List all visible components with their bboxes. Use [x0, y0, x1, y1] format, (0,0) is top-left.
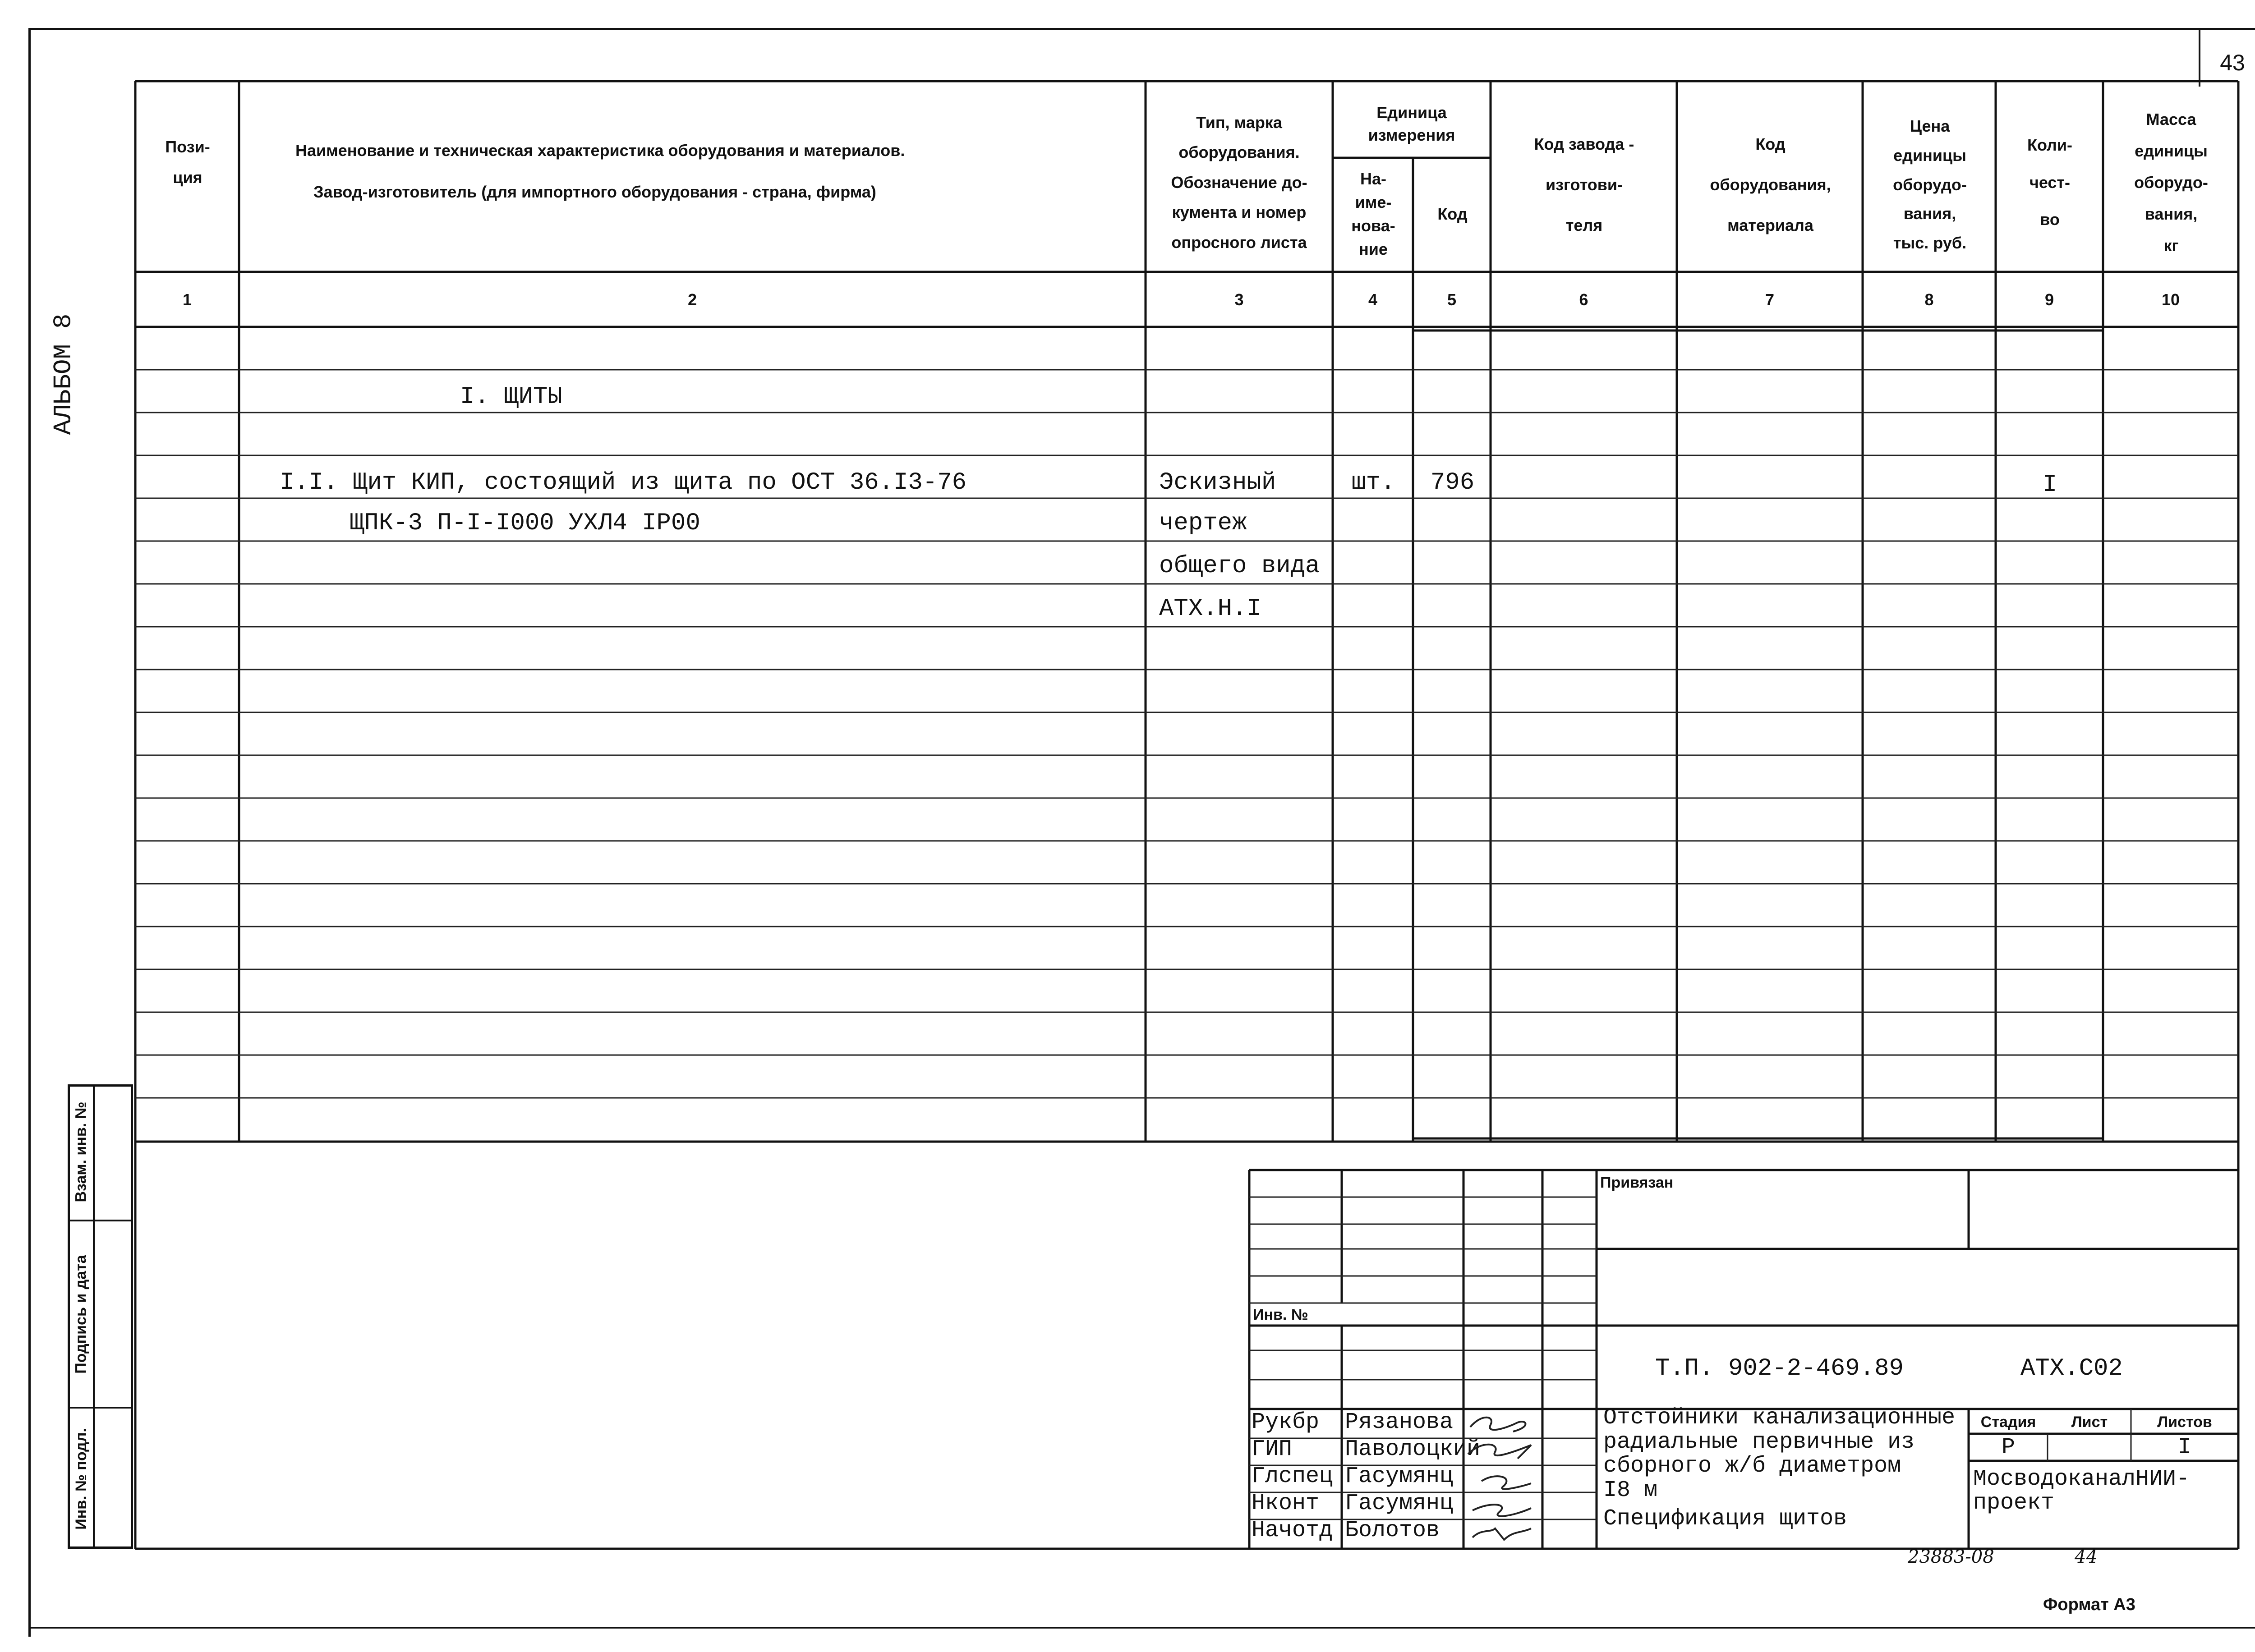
tb-project-title-line4: I8 м	[1603, 1477, 1658, 1503]
header-col9-line1: Коли-	[2027, 135, 2073, 154]
header-col2-line2: Завод-изготовитель (для импортного оборудования - страна, фирма)	[313, 183, 876, 202]
item-line-1: I.I. Щит КИП, состоящий из щита по ОСТ 36.I3-76	[280, 469, 967, 496]
colnum-4: 4	[1368, 290, 1378, 309]
header-col5: Код	[1437, 204, 1468, 223]
tb-roles	[1252, 1409, 1333, 1544]
tb-organization-line2: проект	[1973, 1490, 2055, 1516]
header-col1-line1: Пози-	[165, 137, 210, 156]
tb-privyazan: Привязан	[1600, 1174, 1674, 1191]
signatures	[1463, 1409, 1542, 1549]
colnum-8: 8	[1924, 290, 1934, 309]
header-col8-line2: единицы	[1893, 146, 1966, 165]
header-col10	[2105, 97, 2237, 268]
colnum-3: 3	[1234, 290, 1244, 309]
page-number: 43	[2220, 50, 2245, 75]
archive-page: 44	[2075, 1546, 2098, 1567]
tb-name-3: Гасумянц	[1345, 1464, 1454, 1489]
tb-project-title-line2: радиальные первичные из	[1603, 1429, 1915, 1455]
header-col6-line1: Код завода -	[1534, 135, 1634, 153]
tb-sheet-code: АТХ.С02	[2020, 1355, 2123, 1382]
header-col4-line4: ние	[1359, 240, 1388, 259]
header-col7-line2: оборудования,	[1710, 175, 1831, 194]
tb-stage-value: Р	[2001, 1434, 2015, 1460]
side-stamp-signature-date: Подпись и дата	[73, 1254, 90, 1374]
colnum-1: 1	[182, 290, 192, 309]
header-col4	[1335, 160, 1412, 268]
colnum-2: 2	[687, 290, 697, 309]
header-col10-line4: вания,	[2145, 205, 2198, 224]
signature-3-icon	[1482, 1476, 1531, 1489]
tb-role-5: Начотд	[1252, 1518, 1333, 1543]
tb-names	[1345, 1409, 1480, 1544]
item-line-2: ЩПК-3 П-I-I000 УХЛ4 IP00	[350, 509, 700, 537]
side-stamp-inv-podl: Инв. № подл.	[73, 1427, 90, 1530]
header-col4-line2: име-	[1355, 193, 1392, 211]
header-col3-line1: Тип, марка	[1196, 113, 1282, 132]
unit-name: шт.	[1351, 469, 1395, 496]
header-col10-line3: оборудо-	[2134, 173, 2208, 192]
header-col6-line3: теля	[1565, 216, 1603, 234]
colnum-10: 10	[2161, 290, 2180, 309]
type-line-4: АТХ.Н.I	[1159, 595, 1261, 623]
header-col3-line3: Обозначение до-	[1171, 173, 1307, 192]
tb-organization-line1: МосводоканалНИИ-	[1973, 1466, 2190, 1492]
header-col1-line2: ция	[173, 168, 202, 187]
header-col8	[1865, 104, 1995, 266]
header-col4-line1: На-	[1360, 169, 1386, 188]
album-label: АЛЬБОМ 8	[49, 313, 78, 435]
header-col3-line2: оборудования.	[1178, 143, 1300, 162]
header-col9	[1998, 108, 2102, 257]
header-col10-line5: кг	[2163, 236, 2179, 255]
tb-sheet-label: Лист	[2071, 1413, 2108, 1431]
format-label: Формат А3	[2043, 1595, 2135, 1614]
tb-project-title-line3: сборного ж/б диаметром	[1603, 1453, 1901, 1479]
colnum-6: 6	[1579, 290, 1588, 309]
tb-sheets-value: I	[2177, 1434, 2191, 1460]
header-col8-line5: тыс. руб.	[1893, 234, 1967, 252]
signature-2-icon	[1468, 1445, 1531, 1459]
tb-role-4: Нконт	[1252, 1491, 1320, 1516]
tb-stage-label: Стадия	[1980, 1413, 2036, 1431]
header-col10-line1: Масса	[2146, 110, 2196, 128]
type-line-2: чертеж	[1159, 509, 1247, 537]
tb-project-title-line1: Отстойники канализационные	[1603, 1405, 1956, 1431]
signature-1-icon	[1470, 1418, 1526, 1432]
colnum-9: 9	[2044, 290, 2054, 309]
header-col1	[138, 122, 238, 203]
colnum-7: 7	[1765, 290, 1775, 309]
header-col3-line4: кумента и номер	[1172, 203, 1307, 222]
side-stamp-inv-zam: Взам. инв. №	[73, 1101, 90, 1202]
header-col9-line2: чест-	[2029, 173, 2071, 192]
header-col9-line3: во	[2040, 210, 2060, 229]
tb-doc-title: Спецификация щитов	[1603, 1506, 1847, 1532]
header-col7-line3: материала	[1727, 216, 1813, 234]
header-col2-line1: Наименование и техническая характеристика оборудования и материалов.	[295, 141, 905, 160]
header-col7-line1: Код	[1755, 135, 1786, 153]
header-col3	[1148, 97, 1330, 268]
header-col6	[1493, 108, 1675, 262]
tb-inv-no: Инв. №	[1253, 1306, 1308, 1323]
unit-code: 796	[1430, 469, 1475, 496]
header-col3-line5: опросного листа	[1171, 233, 1307, 252]
header-col4-line3: нова-	[1351, 216, 1395, 235]
header-col2	[241, 135, 1143, 208]
type-line-1: Эскизный	[1159, 469, 1276, 496]
colnum-5: 5	[1447, 290, 1457, 309]
tb-name-2: Паволоцкий	[1345, 1436, 1481, 1462]
tb-name-5: Болотов	[1345, 1518, 1440, 1543]
header-col7	[1679, 108, 1862, 262]
tb-role-2: ГИП	[1252, 1436, 1293, 1462]
archive-number: 23883-08	[1908, 1546, 1994, 1567]
tb-name-4: Гасумянц	[1345, 1491, 1454, 1516]
tb-organization	[1973, 1468, 2190, 1515]
signature-5-icon	[1473, 1528, 1531, 1540]
quantity: I	[2042, 471, 2057, 499]
section-title: I. ЩИТЫ	[460, 383, 562, 411]
tb-doc-code: Т.П. 902-2-469.89	[1655, 1355, 1904, 1382]
header-col8-line4: вания,	[1903, 204, 1956, 223]
header-unit-line2: измерения	[1368, 126, 1455, 144]
tb-role-1: Рукбр	[1252, 1409, 1320, 1435]
header-col45-top	[1335, 90, 1488, 158]
header-unit-line1: Единица	[1376, 103, 1447, 122]
header-col8-line3: оборудо-	[1893, 175, 1967, 194]
tb-sheets-label: Листов	[2157, 1413, 2212, 1431]
tb-name-1: Рязанова	[1345, 1409, 1454, 1435]
signature-4-icon	[1473, 1505, 1531, 1516]
tb-project-title	[1603, 1406, 1955, 1502]
tb-role-3: Глспец	[1252, 1464, 1333, 1489]
header-col6-line2: изготови-	[1545, 175, 1623, 194]
header-col8-line1: Цена	[1910, 117, 1950, 135]
type-line-3: общего вида	[1159, 552, 1320, 580]
header-col10-line2: единицы	[2135, 141, 2208, 160]
